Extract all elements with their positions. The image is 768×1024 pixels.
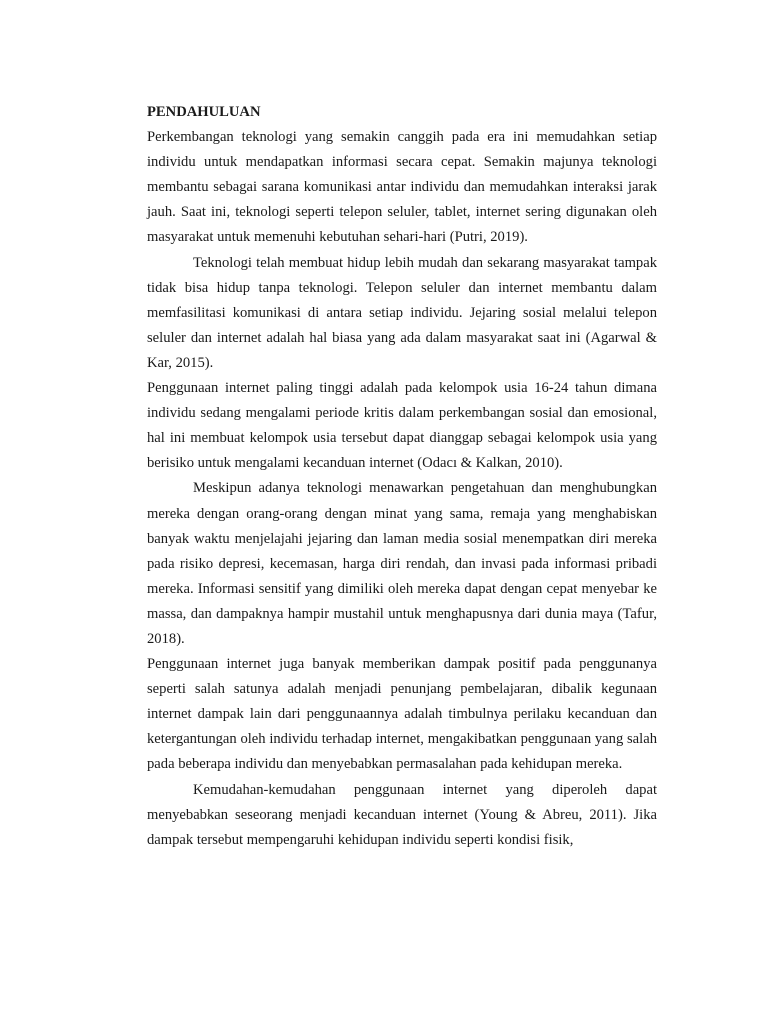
paragraph-2: Teknologi telah membuat hidup lebih mudah dan sekarang masyarakat tampak tidak bisa hidup tanpa teknologi. Telepon seluler dan internet membantu dalam memfasilitasi komunikasi di antara setiap individu. Jejaring sosial melalui telepon seluler dan internet adalah hal biasa yang ada dalam masyarakat saat ini (Agarwal & Kar, 2015).: [147, 254, 657, 371]
section-heading: PENDAHULUAN: [147, 104, 261, 120]
paragraph-1: Perkembangan teknologi yang semakin canggih pada era ini memudahkan setiap individu untuk mendapatkan informasi secara cepat. Semakin majunya teknologi membantu sebagai sarana komunikasi antar individu dan memudahkan interaksi jarak jauh. Saat ini, teknologi seperti telepon seluler, tablet, internet sering digunakan oleh masyarakat untuk memenuhi kebutuhan sehari-hari (Putri, 2019).: [147, 129, 657, 246]
paragraph-3: Penggunaan internet paling tinggi adalah pada kelompok usia 16-24 tahun dimana individu sedang mengalami periode kritis dalam perkembangan sosial dan emosional, hal ini membuat kelompok usia tersebut dapat dianggap sebagai kelompok usia yang berisiko untuk mengalami kecanduan internet (Odacı & Kalkan, 2010).: [147, 380, 657, 472]
paragraph-6: Kemudahan-kemudahan penggunaan internet yang diperoleh dapat menyebabkan seseorang menjadi kecanduan internet (Young & Abreu, 2011). Jika dampak tersebut mempengaruhi kehidupan individu seperti kondisi fisik,: [147, 781, 657, 848]
paragraph-4: Meskipun adanya teknologi menawarkan pengetahuan dan menghubungkan mereka dengan orang-orang dengan minat yang sama, remaja yang menghabiskan banyak waktu menjelajahi jejaring dan laman media sosial menempatkan diri mereka pada risiko depresi, kecemasan, harga diri rendah, dan invasi pada informasi pribadi mereka. Informasi sensitif yang dimiliki oleh mereka dapat dengan cepat menyebar ke massa, dan dampaknya hampir mustahil untuk menghapusnya dari dunia maya (Tafur, 2018).: [147, 480, 657, 647]
paragraph-5: Penggunaan internet juga banyak memberikan dampak positif pada penggunanya seperti salah satunya adalah menjadi penunjang pembelajaran, dibalik kegunaan internet dampak lain dari penggunaannya adalah timbulnya perilaku kecanduan dan ketergantungan oleh individu terhadap internet, mengakibatkan penggunaan yang salah pada beberapa individu dan menyebabkan permasalahan pada kehidupan mereka.: [147, 656, 657, 773]
document-body: [147, 100, 657, 853]
